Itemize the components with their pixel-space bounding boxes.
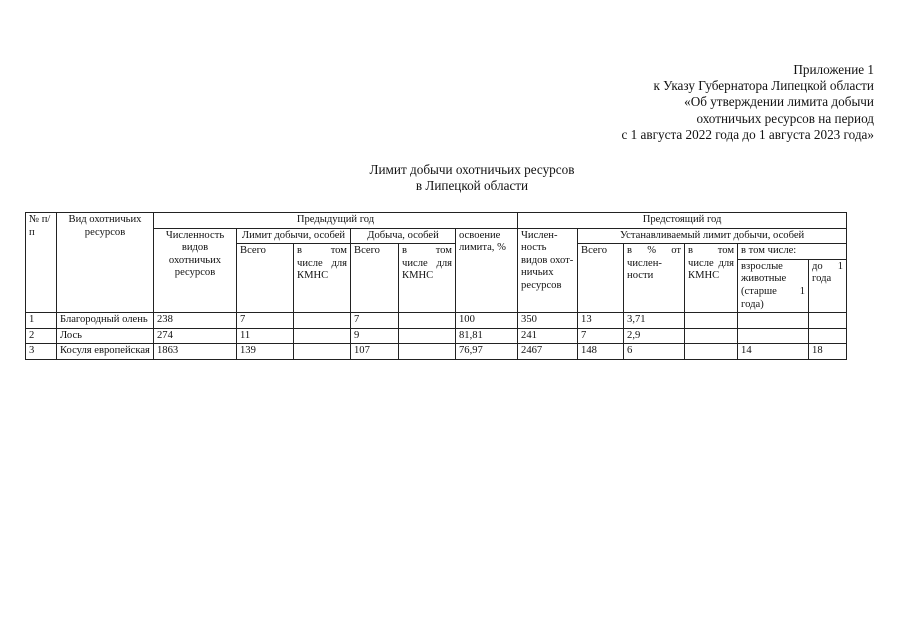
header-previous-year: Предыдущий год	[154, 213, 518, 229]
cell-prev-harvest: 107	[351, 344, 399, 360]
table-row	[26, 328, 847, 344]
cell-species: Косуля европейская	[57, 344, 154, 360]
header-including: в том числе:	[738, 244, 847, 260]
header-incl-kmns: в том числе для КМНС	[685, 244, 738, 313]
appendix-line: к Указу Губернатора Липецкой области	[653, 78, 874, 94]
table-row	[26, 313, 847, 329]
cell-prev-limit: 139	[237, 344, 294, 360]
header-num: № п/п	[26, 213, 57, 313]
document-title	[0, 162, 905, 194]
cell-prev-limit-kmns	[294, 344, 351, 360]
header-incl-kmns: в том числе для КМНС	[294, 244, 351, 313]
header-under-one-year: до 1 года	[809, 259, 847, 312]
header-total: Всего	[351, 244, 399, 313]
header-prev-usage: освоение лимита, %	[456, 228, 518, 313]
appendix-line: «Об утверждении лимита добычи	[684, 94, 874, 110]
cell-num: 1	[26, 313, 57, 329]
cell-prev-harvest: 7	[351, 313, 399, 329]
cell-adults	[738, 328, 809, 344]
cell-next-total: 148	[578, 344, 624, 360]
header-species: Вид охотничьих ресурсов	[57, 213, 154, 313]
cell-next-total: 13	[578, 313, 624, 329]
table-row	[26, 344, 847, 360]
cell-under-one	[809, 313, 847, 329]
header-row	[26, 213, 847, 229]
appendix-line: охотничьих ресурсов на период	[696, 110, 874, 126]
appendix-line: Приложение 1	[793, 62, 874, 77]
header-next-limit: Устанавливаемый лимит добычи, особей	[578, 228, 847, 244]
appendix-line: с 1 августа 2022 года до 1 августа 2023 года»	[621, 126, 874, 142]
appendix-header	[622, 62, 875, 143]
cell-prev-limit-kmns	[294, 313, 351, 329]
hunting-limits-table	[25, 212, 847, 360]
cell-usage: 81,81	[456, 328, 518, 344]
header-next-year: Предстоящий год	[518, 213, 847, 229]
cell-prev-limit: 11	[237, 328, 294, 344]
cell-prev-population: 1863	[154, 344, 237, 360]
cell-species: Благородный олень	[57, 313, 154, 329]
title-line: Лимит добычи охотничьих ресурсов	[369, 162, 575, 177]
cell-next-total: 7	[578, 328, 624, 344]
header-prev-population: Численность видов охотничьих ресурсов	[154, 228, 237, 313]
cell-num: 2	[26, 328, 57, 344]
cell-usage: 76,97	[456, 344, 518, 360]
cell-prev-harvest-kmns	[399, 313, 456, 329]
cell-next-pct: 6	[624, 344, 685, 360]
cell-next-population: 241	[518, 328, 578, 344]
header-prev-harvest: Добыча, особей	[351, 228, 456, 244]
cell-next-population: 2467	[518, 344, 578, 360]
header-next-population: Числен-ность видов охот-ничьих ресурсов	[518, 228, 578, 313]
cell-next-kmns	[685, 328, 738, 344]
header-adults: взрослые животные (старше 1 года)	[738, 259, 809, 312]
cell-prev-harvest-kmns	[399, 328, 456, 344]
cell-under-one	[809, 328, 847, 344]
header-prev-limit: Лимит добычи, особей	[237, 228, 351, 244]
cell-prev-limit: 7	[237, 313, 294, 329]
cell-under-one: 18	[809, 344, 847, 360]
cell-adults: 14	[738, 344, 809, 360]
header-total: Всего	[237, 244, 294, 313]
cell-next-pct: 3,71	[624, 313, 685, 329]
header-incl-kmns: в том числе для КМНС	[399, 244, 456, 313]
cell-next-kmns	[685, 344, 738, 360]
cell-next-pct: 2,9	[624, 328, 685, 344]
header-pct-population: в % от числен-ности	[624, 244, 685, 313]
header-total: Всего	[578, 244, 624, 313]
cell-usage: 100	[456, 313, 518, 329]
title-line: в Липецкой области	[415, 178, 529, 193]
cell-num: 3	[26, 344, 57, 360]
cell-prev-harvest-kmns	[399, 344, 456, 360]
cell-prev-harvest: 9	[351, 328, 399, 344]
cell-next-kmns	[685, 313, 738, 329]
cell-prev-population: 238	[154, 313, 237, 329]
cell-prev-limit-kmns	[294, 328, 351, 344]
cell-species: Лось	[57, 328, 154, 344]
cell-next-population: 350	[518, 313, 578, 329]
cell-adults	[738, 313, 809, 329]
cell-prev-population: 274	[154, 328, 237, 344]
